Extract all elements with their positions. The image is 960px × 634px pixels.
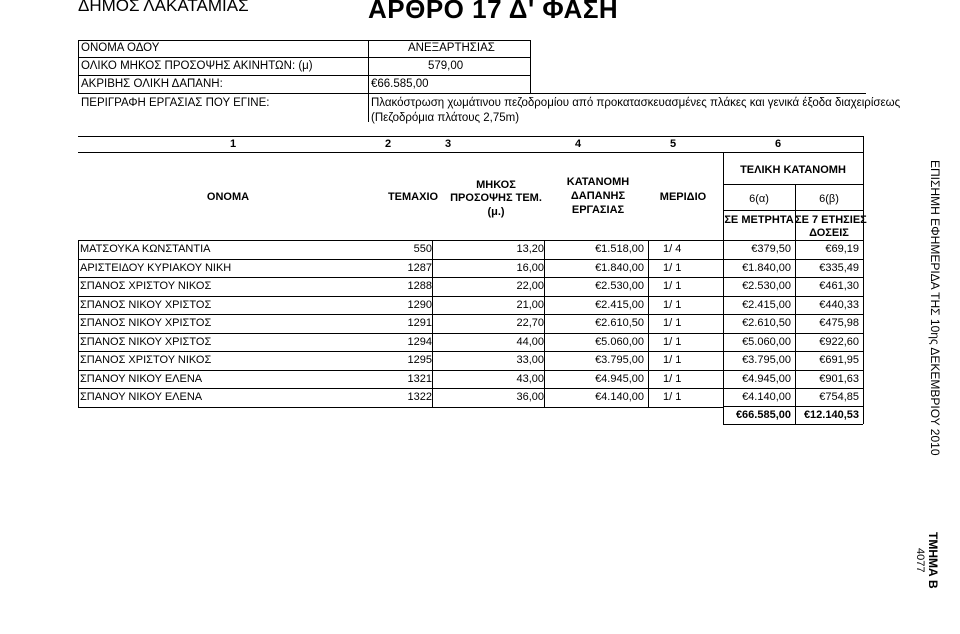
row-name: ΣΠΑΝΟΥ ΝΙΚΟΥ ΕΛΕΝΑ [80, 391, 203, 403]
total-installments: €12.140,53 [803, 409, 859, 421]
row-parcel: 1322 [407, 391, 432, 403]
row-parcel: 1288 [407, 280, 432, 292]
table-row [78, 314, 863, 333]
row-length: 13,20 [516, 243, 544, 255]
row-length: 21,00 [516, 298, 544, 311]
gazette-text: ΕΠΙΣΗΜΗ ΕΦΗΜΕΡΙΔΑ ΤΗΣ 10ης ΔΕΚΕΜΒΡΙΟΥ 2010 [928, 160, 942, 456]
row-length: 33,00 [516, 354, 544, 366]
row-cash: €4.945,00 [742, 372, 791, 385]
row-length: 44,00 [516, 335, 544, 348]
header-alloc-1: ΚΑΤΑΝΟΜΗ [566, 176, 630, 188]
length-label: ΟΛΙΚΟ ΜΗΚΟΣ ΠΡΟΣΟΨΗΣ ΑΚΙΝΗΤΩΝ: (μ) [81, 60, 313, 72]
row-length: 22,70 [516, 317, 544, 329]
row-share: 1/ 1 [663, 354, 682, 366]
row-cash: €2.610,50 [742, 317, 791, 329]
row-name: ΜΑΤΣΟΥΚΑ ΚΩΝΣΤΑΝΤΙΑ [80, 243, 211, 255]
row-cash: €379,50 [751, 243, 791, 255]
gazette-caption [926, 160, 946, 456]
row-share: 1/ 4 [663, 243, 682, 255]
cost-label: ΑΚΡΙΒΗΣ ΟΛΙΚΗ ΔΑΠΑΝΗ: [81, 78, 223, 90]
row-parcel: 550 [413, 243, 432, 255]
header-parcel: ΤΕΜΑΧΙΟ [387, 191, 439, 203]
row-name: ΣΠΑΝΟΣ ΝΙΚΟΥ ΧΡΙΣΤΟΣ [80, 317, 212, 329]
municipality-name: ΔΗΜΟΣ ΛΑΚΑΤΑΜΙΑΣ [78, 0, 249, 15]
row-length: 43,00 [516, 372, 544, 385]
row-length: 22,00 [516, 280, 544, 292]
row-cash: €2.415,00 [742, 298, 791, 311]
row-allocation: €3.795,00 [595, 354, 644, 366]
header-6b: 6(β) [819, 193, 839, 205]
row-allocation: €5.060,00 [595, 335, 644, 348]
col-number-2: 2 [384, 138, 392, 150]
row-installments: €69,19 [825, 243, 859, 255]
description-line-2: (Πεζοδρόμια πλάτους 2,75m) [371, 112, 520, 124]
row-share: 1/ 1 [663, 317, 682, 329]
header-length-3: (μ.) [487, 206, 505, 218]
row-allocation: €2.530,00 [595, 280, 644, 292]
table-row [78, 351, 863, 370]
row-allocation: €4.945,00 [595, 372, 644, 385]
table-row [78, 259, 863, 278]
row-installments: €901,63 [819, 372, 859, 385]
row-cash: €2.530,00 [742, 280, 791, 292]
row-parcel: 1291 [407, 317, 432, 329]
row-share: 1/ 1 [663, 261, 682, 274]
header-length-2: ΠΡΟΣΟΨΗΣ ΤΕΜ. [450, 192, 542, 204]
info-block [78, 40, 901, 140]
row-cash: €4.140,00 [742, 391, 791, 403]
header-share: ΜΕΡΙΔΙΟ [659, 191, 707, 203]
row-parcel: 1290 [407, 298, 432, 311]
row-installments: €440,33 [819, 298, 859, 311]
row-parcel: 1287 [407, 261, 432, 274]
row-length: 16,00 [516, 261, 544, 274]
cost-value: €66.585,00 [371, 78, 429, 90]
header-6a: 6(α) [749, 193, 769, 205]
row-share: 1/ 1 [663, 391, 682, 403]
row-installments: €475,98 [819, 317, 859, 329]
row-allocation: €2.415,00 [595, 298, 644, 311]
description-line-1: Πλακόστρωση χωμάτινου πεζοδρομίου από προκατασκευασμένες πλάκες και γενικά έξοδα διαχειρίσεως [371, 97, 901, 109]
row-cash: €3.795,00 [742, 354, 791, 366]
row-length: 36,00 [516, 391, 544, 403]
header-6b-sub-2: ΔΟΣΕΙΣ [809, 227, 849, 239]
row-share: 1/ 1 [663, 280, 682, 292]
row-name: ΣΠΑΝΟΣ ΧΡΙΣΤΟΥ ΝΙΚΟΣ [80, 354, 212, 366]
row-installments: €754,85 [819, 391, 859, 403]
table-row [78, 296, 863, 315]
row-parcel: 1295 [407, 354, 432, 366]
header-length-1: ΜΗΚΟΣ [476, 179, 516, 191]
row-installments: €461,30 [819, 280, 859, 292]
header-alloc-3: ΕΡΓΑΣΙΑΣ [571, 204, 625, 216]
col-number-1: 1 [229, 138, 237, 150]
page-number: 4077 [914, 548, 926, 573]
row-parcel: 1321 [407, 372, 432, 385]
table-row [78, 277, 863, 296]
row-name: ΣΠΑΝΟΣ ΝΙΚΟΥ ΧΡΙΣΤΟΣ [80, 298, 212, 311]
col-number-4: 4 [574, 138, 582, 150]
length-value: 579,00 [428, 60, 464, 72]
row-share: 1/ 1 [663, 372, 682, 385]
allocation-table [78, 136, 870, 436]
row-allocation: €1.840,00 [595, 261, 644, 274]
row-installments: €691,95 [819, 354, 859, 366]
row-share: 1/ 1 [663, 298, 682, 311]
street-value: ΑΝΕΞΑΡΤΗΣΙΑΣ [408, 42, 495, 54]
row-name: ΑΡΙΣΤΕΙΔΟΥ ΚΥΡΙΑΚΟΥ ΝΙΚΗ [80, 261, 232, 274]
section-label: ΤΜΗΜΑ Β [926, 532, 940, 589]
row-name: ΣΠΑΝΟΣ ΝΙΚΟΥ ΧΡΙΣΤΟΣ [80, 335, 212, 348]
header-alloc-2: ΔΑΠΑΝΗΣ [570, 190, 626, 202]
header-final: ΤΕΛΙΚΗ ΚΑΤΑΝΟΜΗ [740, 164, 846, 176]
row-cash: €1.840,00 [742, 261, 791, 274]
row-allocation: €4.140,00 [595, 391, 644, 403]
street-label: ΟΝΟΜΑ ΟΔΟΥ [81, 42, 160, 54]
col-number-5: 5 [669, 138, 677, 150]
table-row [78, 388, 863, 407]
document-title: ΑΡΘΡΟ 17 Δ' ΦΑΣΗ [368, 0, 619, 24]
description-label: ΠΕΡΙΓΡΑΦΗ ΕΡΓΑΣΙΑΣ ΠΟΥ ΕΓΙΝΕ: [81, 97, 270, 109]
table-row [78, 333, 863, 352]
row-name: ΣΠΑΝΟΥ ΝΙΚΟΥ ΕΛΕΝΑ [80, 372, 203, 385]
header-6b-sub-1: ΣΕ 7 ΕΤΗΣΙΕΣ [795, 214, 867, 226]
row-share: 1/ 1 [663, 335, 682, 348]
row-cash: €5.060,00 [742, 335, 791, 348]
row-installments: €335,49 [819, 261, 859, 274]
header-6a-sub: ΣΕ ΜΕΤΡΗΤΑ [724, 214, 794, 226]
row-parcel: 1294 [407, 335, 432, 348]
total-cash: €66.585,00 [735, 409, 791, 421]
table-row [78, 240, 863, 259]
row-allocation: €1.518,00 [595, 243, 644, 255]
row-installments: €922,60 [819, 335, 859, 348]
header-name: ΟΝΟΜΑ [206, 191, 250, 203]
row-allocation: €2.610,50 [595, 317, 644, 329]
col-number-6: 6 [774, 138, 782, 150]
col-number-3: 3 [444, 138, 452, 150]
row-name: ΣΠΑΝΟΣ ΧΡΙΣΤΟΥ ΝΙΚΟΣ [80, 280, 212, 292]
table-row [78, 370, 863, 389]
